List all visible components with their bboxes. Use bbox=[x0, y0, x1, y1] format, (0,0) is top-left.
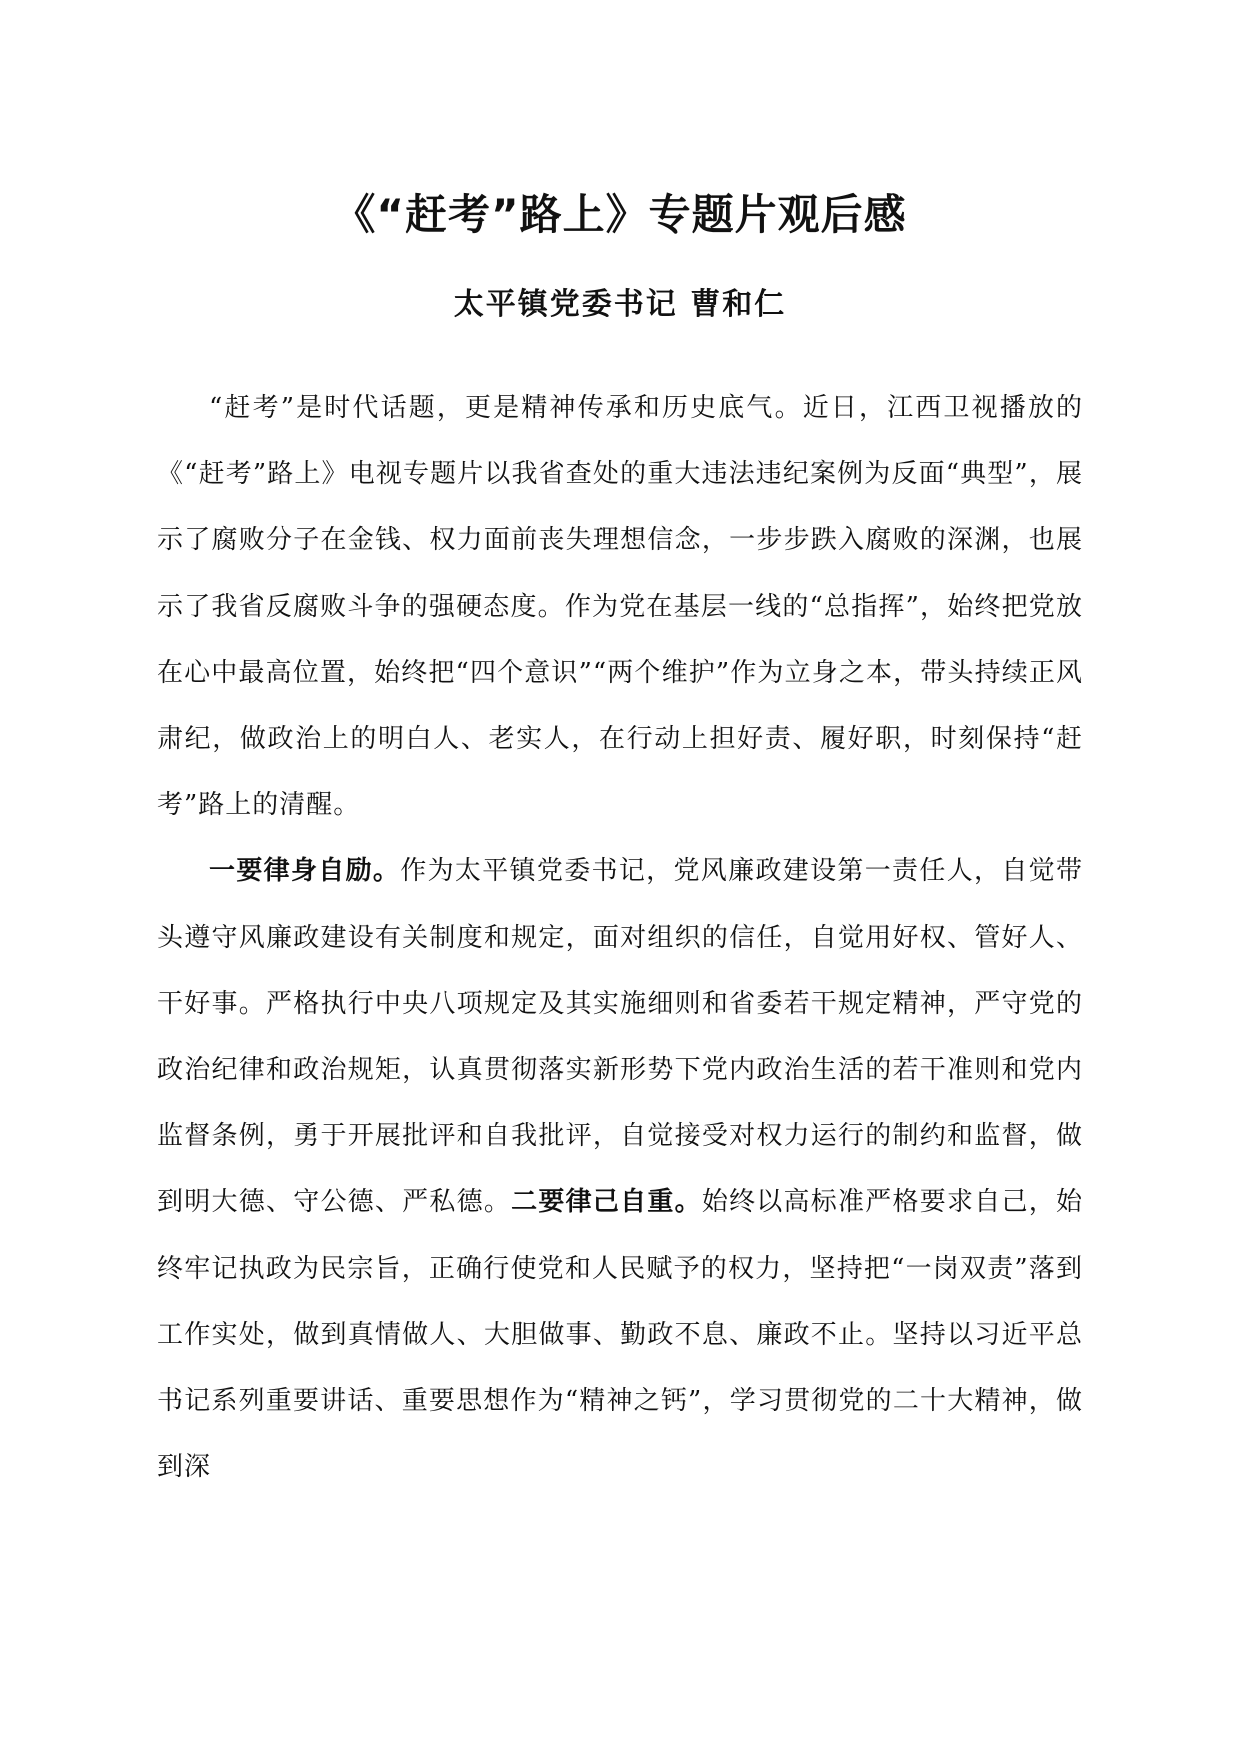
document-title: 《“赶考”路上》专题片观后感 bbox=[333, 190, 907, 239]
paragraph-points bbox=[157, 838, 1083, 1500]
point-heading-2: 二要律己自重。 bbox=[511, 1187, 702, 1218]
point-heading-1: 一要律身自励。 bbox=[209, 856, 401, 887]
paragraph-intro: “赶考”是时代话题，更是精神传承和历史底气。近日，江西卫视播放的《“赶考”路上》电视专题片以我省查处的重大违法违纪案例为反面“典型”，展示了腐败分子在金钱、权力面前丧失理想信念，一步步跌入腐败的深渊，也展示了我省反腐败斗争的强硬态度。作为党在基层一线的“总指挥”，始终把党放在心中最高位置，始终把“四个意识”“两个维护”作为立身之本，带头持续正风肃纪，做政治上的明白人、老实人，在行动上担好责、履好职，时刻保持“赶考”路上的清醒。 bbox=[157, 393, 1083, 821]
point-text-2: 始终以高标准严格要求自己，始终牢记执政为民宗旨，正确行使党和人民赋予的权力，坚持把“一岗双责”落到工作实处，做到真情做人、大胆做事、勤政不息、廉政不止。坚持以习近平总书记系列重要讲话、重要思想作为“精神之钙”，学习贯彻党的二十大精神，做到深 bbox=[157, 1187, 1083, 1483]
document-body bbox=[157, 375, 1083, 1500]
point-text-1: 作为太平镇党委书记，党风廉政建设第一责任人，自觉带头遵守风廉政建设有关制度和规定，面对组织的信任，自觉用好权、管好人、干好事。严格执行中央八项规定及其实施细则和省委若干规定精神，严守党的政治纪律和政治规矩，认真贯彻落实新形势下党内政治生活的若干准则和党内监督条例，勇于开展批评和自我批评，自觉接受对权力运行的制约和监督，做到明大德、守公德、严私德。 bbox=[157, 856, 1083, 1218]
author-line: 太平镇党委书记 曹和仁 bbox=[453, 287, 787, 322]
